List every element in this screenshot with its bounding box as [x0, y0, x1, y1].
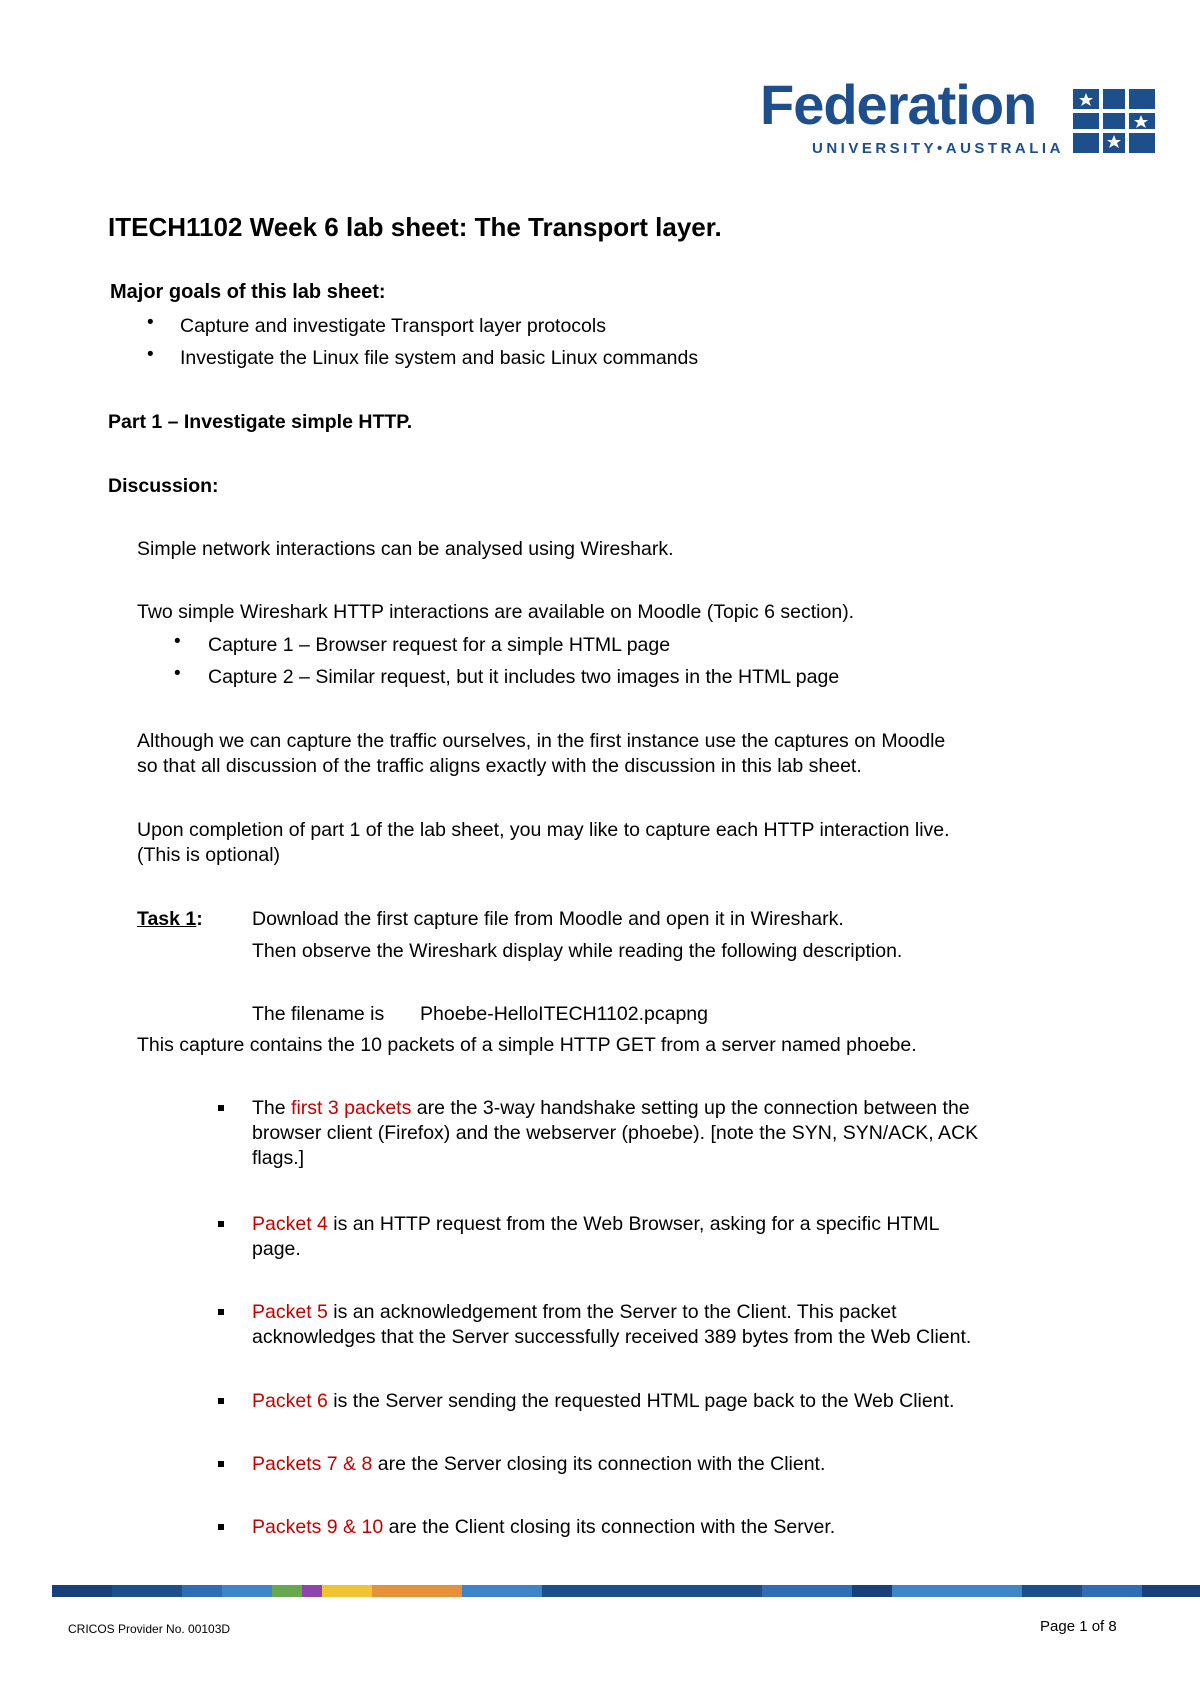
- packet-highlight: first 3 packets: [291, 1097, 412, 1119]
- task1-label-colon: :: [196, 908, 203, 930]
- square-bullet-icon: [218, 1524, 224, 1530]
- goals-heading: Major goals of this lab sheet:: [110, 281, 386, 303]
- square-bullet-icon: [218, 1105, 224, 1111]
- packet-highlight: Packet 6: [252, 1390, 328, 1412]
- cricos-provider: CRICOS Provider No. 00103D: [68, 1622, 231, 1636]
- packet-item: [252, 1452, 825, 1477]
- bullet-icon: •: [174, 663, 181, 684]
- packet-highlight: Packets 7 & 8: [252, 1453, 373, 1475]
- packet-text: is the Server sending the requested HTML page back to the Web Client.: [327, 1390, 955, 1412]
- task1-instruction: Download the first capture file from Moodle and open it in Wireshark.: [252, 908, 844, 930]
- strip-segment: [52, 1585, 112, 1597]
- packet-item: [252, 1300, 897, 1325]
- strip-segment: [892, 1585, 1022, 1597]
- strip-segment: [462, 1585, 542, 1597]
- strip-segment: [1142, 1585, 1200, 1597]
- page-title: ITECH1102 Week 6 lab sheet: The Transport layer.: [108, 212, 722, 242]
- strip-segment: [1022, 1585, 1082, 1597]
- part1-heading: Part 1 – Investigate simple HTTP.: [108, 411, 413, 433]
- bullet-icon: •: [174, 631, 181, 652]
- bullet-icon: •: [147, 312, 154, 333]
- packet-highlight: Packet 4: [252, 1213, 328, 1235]
- discussion-paragraph: so that all discussion of the traffic aligns exactly with the discussion in this lab sheet.: [137, 755, 862, 777]
- discussion-paragraph: (This is optional): [137, 844, 281, 866]
- discussion-heading: Discussion:: [108, 475, 219, 497]
- footer-color-strip: [52, 1585, 1200, 1597]
- square-bullet-icon: [218, 1461, 224, 1467]
- task1-instruction: Then observe the Wireshark display while reading the following description.: [252, 940, 903, 962]
- packet-text: The: [252, 1097, 292, 1119]
- packet-item-line: flags.]: [252, 1147, 305, 1169]
- packet-item: [252, 1212, 939, 1237]
- packet-text: is an acknowledgement from the Server to the Client. This packet: [327, 1301, 897, 1323]
- packet-item: [252, 1389, 954, 1414]
- strip-segment: [762, 1585, 852, 1597]
- square-bullet-icon: [218, 1398, 224, 1404]
- packet-item-line: acknowledges that the Server successfully received 389 bytes from the Web Client.: [252, 1326, 972, 1348]
- strip-segment: [322, 1585, 372, 1597]
- strip-segment: [182, 1585, 222, 1597]
- packet-highlight: Packet 5: [252, 1301, 328, 1323]
- discussion-paragraph: Two simple Wireshark HTTP interactions are available on Moodle (Topic 6 section).: [137, 601, 855, 623]
- task1-filename: Phoebe-HelloITECH1102.pcapng: [420, 1003, 708, 1025]
- strip-segment: [302, 1585, 322, 1597]
- logo-wordmark: Federation: [760, 73, 1037, 136]
- task1-label: [137, 907, 203, 932]
- university-logo: [760, 73, 1155, 162]
- strip-segment: [372, 1585, 462, 1597]
- strip-segment: [272, 1585, 302, 1597]
- task1-filename-label: The filename is: [252, 1003, 385, 1025]
- strip-segment: [112, 1585, 182, 1597]
- capture-item: Capture 1 – Browser request for a simple HTML page: [208, 634, 671, 656]
- strip-segment: [222, 1585, 272, 1597]
- square-bullet-icon: [218, 1309, 224, 1315]
- packet-item-line: page.: [252, 1238, 301, 1260]
- task1-label-text: Task 1: [137, 908, 197, 930]
- packet-text: is an HTTP request from the Web Browser, asking for a specific HTML: [327, 1213, 940, 1235]
- bullet-icon: •: [147, 344, 154, 365]
- discussion-paragraph: Upon completion of part 1 of the lab sheet, you may like to capture each HTTP interaction live.: [137, 819, 950, 841]
- flag-icon: [1073, 89, 1155, 153]
- strip-segment: [1082, 1585, 1142, 1597]
- packet-text: are the 3-way handshake setting up the connection between the: [411, 1097, 970, 1119]
- strip-segment: [542, 1585, 762, 1597]
- packet-highlight: Packets 9 & 10: [252, 1516, 384, 1538]
- task1-summary: This capture contains the 10 packets of a simple HTTP GET from a server named phoebe.: [137, 1034, 917, 1056]
- strip-segment: [852, 1585, 892, 1597]
- capture-item: Capture 2 – Similar request, but it includes two images in the HTML page: [208, 666, 840, 688]
- packet-item-line: browser client (Firefox) and the webserver (phoebe). [note the SYN, SYN/ACK, ACK: [252, 1122, 979, 1144]
- discussion-paragraph: Simple network interactions can be analysed using Wireshark.: [137, 538, 674, 560]
- packet-text: are the Server closing its connection with the Client.: [372, 1453, 826, 1475]
- square-bullet-icon: [218, 1221, 224, 1227]
- packet-item: [252, 1515, 835, 1540]
- goal-item: Investigate the Linux file system and basic Linux commands: [180, 347, 699, 369]
- logo-subtitle: UNIVERSITY•AUSTRALIA: [812, 140, 1064, 157]
- packet-text: are the Client closing its connection with the Server.: [383, 1516, 836, 1538]
- discussion-paragraph: Although we can capture the traffic ourselves, in the first instance use the captures on Moodle: [137, 730, 946, 752]
- page-number: Page 1 of 8: [1040, 1618, 1117, 1635]
- packet-item: [252, 1096, 970, 1121]
- goal-item: Capture and investigate Transport layer protocols: [180, 315, 606, 337]
